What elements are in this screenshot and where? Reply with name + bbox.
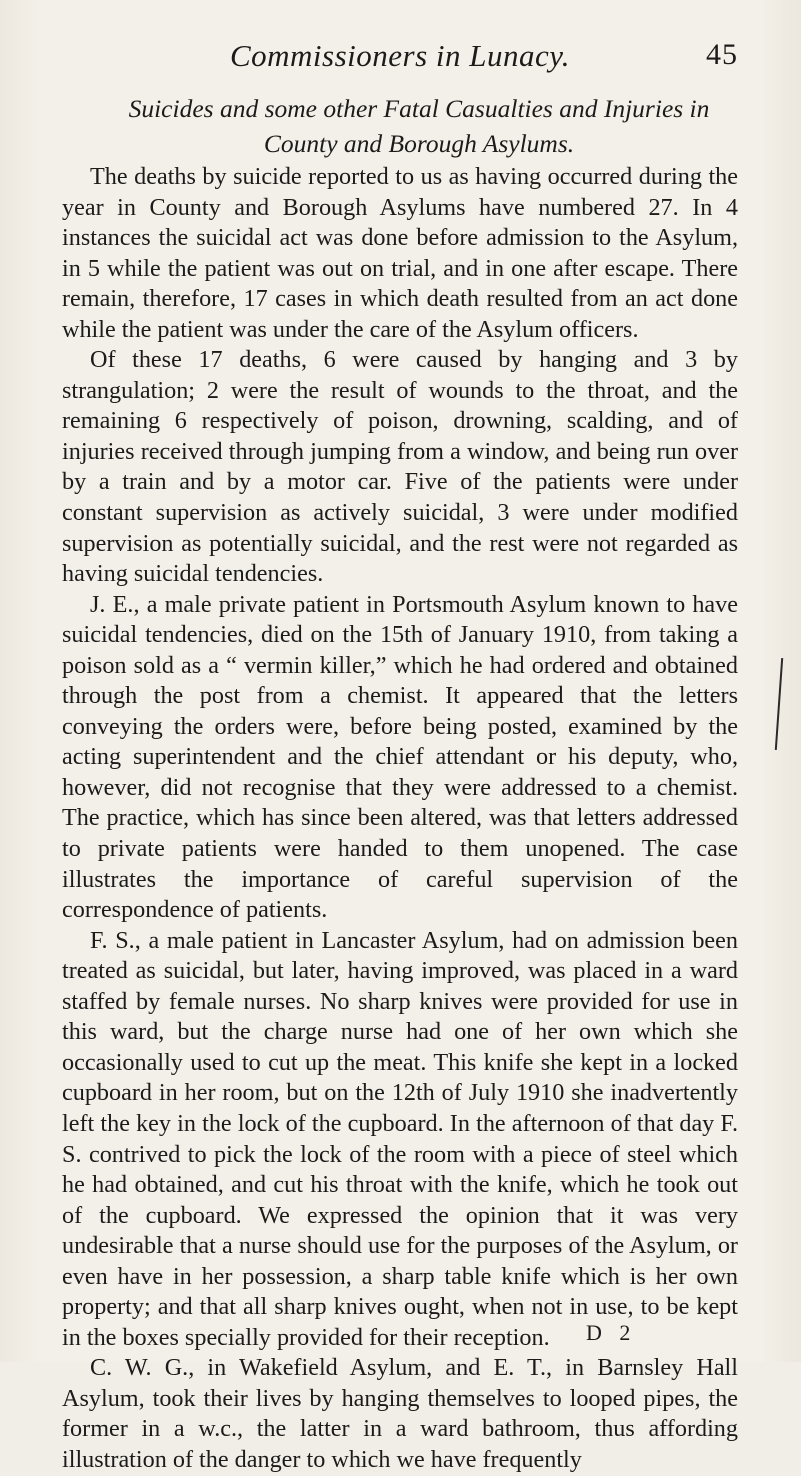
page-header [60,34,740,84]
page-number: 45 [706,38,738,71]
section-title: Suicides and some other Fatal Casualties and Injuries in County and Borough Asylums. [128,94,710,158]
paragraph-3: J. E., a male private patient in Portsmouth Asylum known to have suicidal tendencies, died on the 15th of January 1910, from taking a poison sold as a “ vermin killer,” which he had ordered and obtained through the post from a chemist. It appeared that the letters conveying the orders were, before being posted, examined by the acting superintendent and the chief attendant or his deputy, who, however, did not recognise that they were addressed to a chemist. The practice, which has since been altered, was that letters addressed to private patients were handed to them unopened. The case illustrates the importance of careful supervision of the correspondence of patients. [62,590,738,924]
signature-mark: D 2 [586,1320,637,1345]
paragraph-2: Of these 17 deaths, 6 were caused by hanging and 3 by strangulation; 2 were the result of wounds to the throat, and the remaining 6 respectively of poison, drowning, scalding, and of injuries received through jumping from a window, and being run over by a train and by a motor car. Five of the patients were under constant supervision as actively suicidal, 3 were under modified supervision as potentially suicidal, and the rest were not regarded as having suicidal tendencies. [62,346,738,588]
paragraph-4: F. S., a male patient in Lancaster Asylum, had on admission been treated as suicidal, but later, having improved, was placed in a ward staffed by female nurses. No sharp knives were provided for use in this ward, but the charge nurse had one of her own which she occasionally used to cut up the meat. This knife she kept in a locked cupboard in her room, but on the 12th of July 1910 she inadvertently left the key in the lock of the cupboard. In the afternoon of that day F. S. contrived to pick the lock of the room with a piece of steel which he had obtained, and cut his throat with the knife, which he took out of the cupboard. We expressed the opinion that it was very undesirable that a nurse should use for the purposes of the Asylum, or even have in her possession, a sharp table knife which is her own property; and that all sharp knives ought, when not in use, to be kept in the boxes specially provided for their reception. [62,926,738,1351]
paragraph-5: C. W. G., in Wakefield Asylum, and E. T., in Barnsley Hall Asylum, took their lives by hanging themselves to looped pipes, the former in a w.c., the latter in a ward bathroom, thus affording illustration of the danger to which we have frequently [62,1354,738,1473]
margin-mark [775,658,783,750]
running-title: Commissioners in Lunacy. [229,38,571,73]
paragraph-1: The deaths by suicide reported to us as having occurred during the year in County and Borough Asylums have numbered 27. In 4 instances the suicidal act was done before admission to the Asylum, in 5 while the patient was out on trial, and in one after escape. There remain, therefore, 17 cases in which death resulted from an act done while the patient was under the care of the Asylum officers. [62,163,738,343]
body-text [62,162,738,1476]
